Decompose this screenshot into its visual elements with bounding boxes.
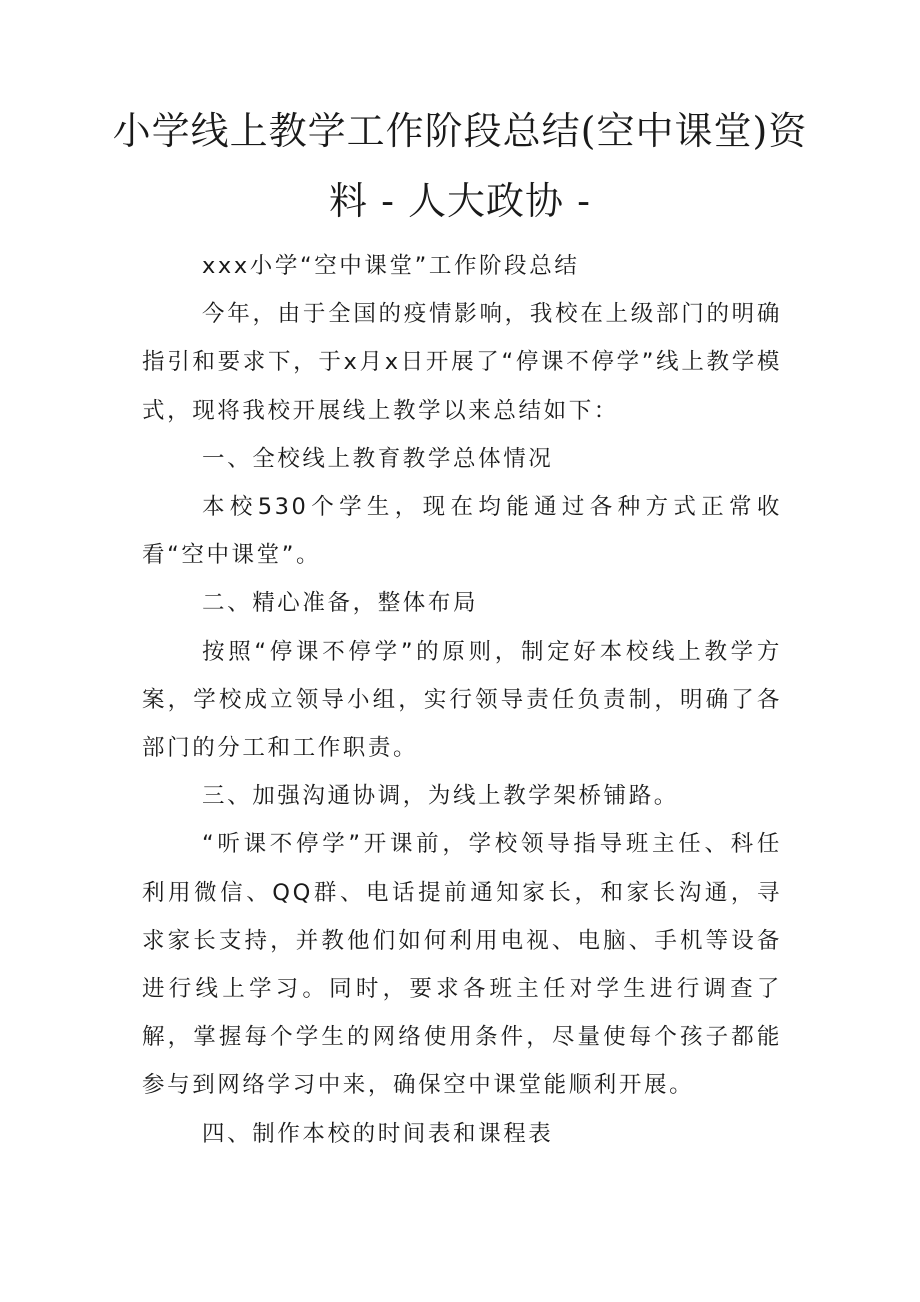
document-title-line-2: 料 - 人大政协 - <box>329 179 591 223</box>
subtitle-paragraph: xxx小学“空中课堂”工作阶段总结 <box>202 253 580 279</box>
section-1-paragraph: 本校530个学生，现在均能通过各种方式正常收看“空中课堂”。 <box>142 494 782 569</box>
section-heading-1: 一、全校线上教育教学总体情况 <box>202 445 554 472</box>
section-3-paragraph: “听课不停学”开课前，学校领导指导班主任、科任利用微信、QQ群、电话提前通知家长，和家长沟通，寻求家长支持，并教他们如何利用电视、电脑、手机等设备进行线上学习。同时，要求各班主任对学生进行调查了解，掌握每个学生的网络使用条件，尽量使每个孩子都能参与到网络学习中来，确保空中课堂能顺利开展。 <box>142 831 782 1099</box>
section-heading-4: 四、制作本校的时间表和课程表 <box>202 1120 554 1147</box>
section-heading-2: 二、精心准备，整体布局 <box>202 590 479 617</box>
section-2-paragraph: 按照“停课不停学”的原则，制定好本校线上教学方案，学校成立领导小组，实行领导责任负责制，明确了各部门的分工和工作职责。 <box>142 638 782 762</box>
intro-paragraph: 今年，由于全国的疫情影响，我校在上级部门的明确指引和要求下，于x月x日开展了“停课不停学”线上教学模式，现将我校开展线上教学以来总结如下： <box>142 301 782 424</box>
document-title-line-1: 小学线上教学工作阶段总结(空中课堂)资 <box>112 109 808 153</box>
document-body <box>142 242 782 1158</box>
section-heading-3: 三、加强沟通协调，为线上教学架桥铺路。 <box>202 783 679 810</box>
